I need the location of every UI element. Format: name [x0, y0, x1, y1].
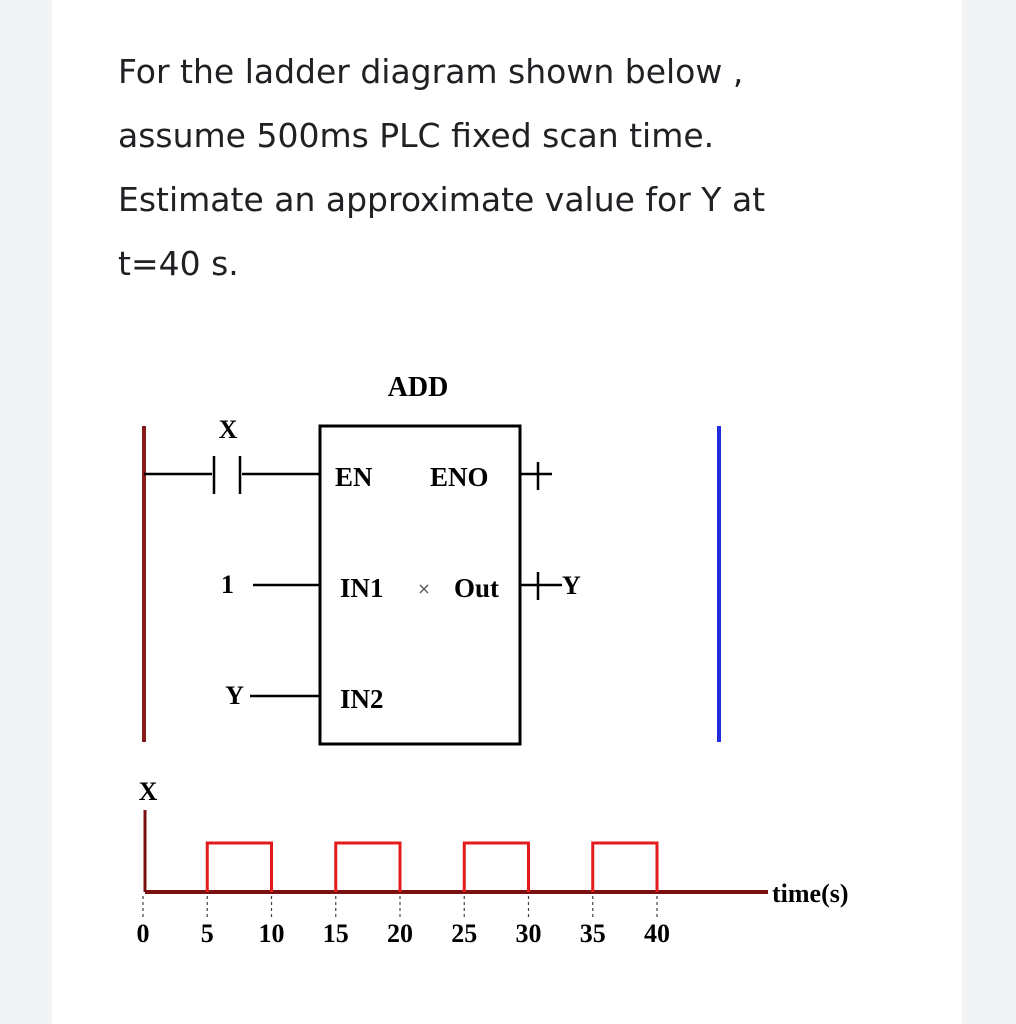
- timing-signal-label: X: [138, 777, 158, 806]
- tick-label-10: 10: [258, 919, 285, 948]
- time-axis-label: time(s): [772, 879, 849, 908]
- pulse-3: [464, 843, 528, 892]
- tick-label-5: 5: [200, 919, 214, 948]
- in1-value-label: 1: [221, 570, 234, 599]
- timing-pulses: [207, 843, 657, 892]
- in2-value-label: Y: [225, 681, 244, 710]
- pulse-1: [207, 843, 271, 892]
- tick-label-0: 0: [136, 919, 150, 948]
- question-line-2: assume 500ms PLC fixed scan time.: [118, 116, 715, 155]
- contact-x-label: X: [218, 415, 238, 444]
- pulse-2: [336, 843, 400, 892]
- tick-label-35: 35: [579, 919, 606, 948]
- tick-label-20: 20: [387, 919, 413, 948]
- tick-label-40: 40: [644, 919, 670, 948]
- pin-en: EN: [335, 462, 373, 492]
- question-line-3: Estimate an approximate value for Y at: [118, 180, 766, 219]
- pulse-4: [593, 843, 657, 892]
- out-value-label: Y: [562, 571, 581, 600]
- question-line-4: t=40 s.: [118, 244, 239, 283]
- pin-out: Out: [454, 573, 500, 603]
- pin-in1: IN1: [340, 573, 384, 603]
- tick-label-25: 25: [451, 919, 478, 948]
- tick-label-30: 30: [515, 919, 542, 948]
- multiply-mark: ×: [417, 579, 431, 598]
- add-block-title: ADD: [387, 372, 449, 403]
- tick-label-15: 15: [322, 919, 349, 948]
- pin-in2: IN2: [340, 684, 384, 714]
- timing-ticks: [137, 896, 671, 948]
- pin-eno: ENO: [430, 462, 489, 492]
- question-line-1: For the ladder diagram shown below ,: [118, 52, 744, 91]
